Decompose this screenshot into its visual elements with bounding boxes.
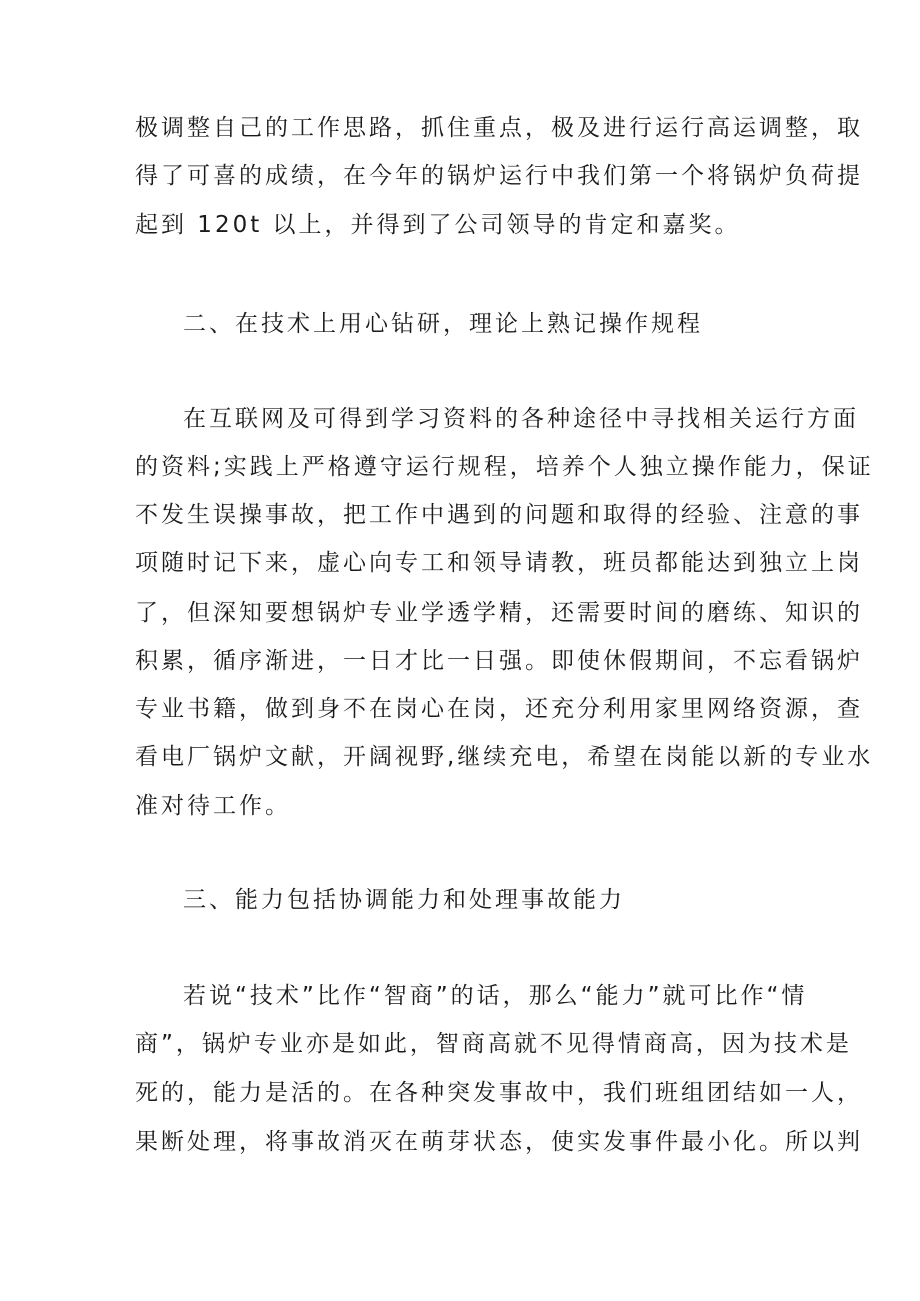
paragraph-2-line-5: 了，但深知要想锅炉专业学透学精，还需要时间的磨练、知识的: [135, 600, 863, 626]
section-heading-2: 二、在技术上用心钻研，理论上熟记操作规程: [183, 311, 703, 337]
paragraph-3-line-1: 若说“技术”比作“智商”的话，那么“能力”就可比作“情: [183, 983, 808, 1009]
paragraph-2-line-6: 积累，循序渐进，一日才比一日强。即使休假期间，不忘看锅炉: [135, 648, 863, 674]
paragraph-3-line-3: 死的，能力是活的。在各种突发事故中，我们班组团结如一人，: [135, 1080, 863, 1106]
paragraph-1-line-3: 起到 120t 以上，并得到了公司领导的肯定和嘉奖。: [135, 212, 741, 238]
paragraph-2-line-9: 准对待工作。: [135, 793, 291, 819]
paragraph-1-line-1: 极调整自己的工作思路，抓住重点，极及进行运行高运调整，取: [135, 115, 863, 141]
paragraph-3-line-2: 商”，锅炉专业亦是如此，智商高就不见得情商高，因为技术是: [135, 1031, 852, 1057]
paragraph-2-line-4: 项随时记下来，虚心向专工和领导请教，班员都能达到独立上岗: [135, 550, 863, 576]
paragraph-2-line-2: 的资料;实践上严格遵守运行规程，培养个人独立操作能力，保证: [135, 454, 874, 480]
paragraph-1-line-2: 得了可喜的成绩，在今年的锅炉运行中我们第一个将锅炉负荷提: [135, 163, 863, 189]
paragraph-2-line-7: 专业书籍，做到身不在岗心在岗，还充分利用家里网络资源，查: [135, 696, 863, 722]
paragraph-2-line-3: 不发生误操事故，把工作中遇到的问题和取得的经验、注意的事: [135, 502, 863, 528]
paragraph-3-line-4: 果断处理，将事故消灭在萌芽状态，使实发事件最小化。所以判: [135, 1129, 863, 1155]
paragraph-2-line-8: 看电厂锅炉文献，开阔视野,继续充电，希望在岗能以新的专业水: [135, 744, 874, 770]
section-heading-3: 三、能力包括协调能力和处理事故能力: [183, 887, 625, 913]
paragraph-2-line-1: 在互联网及可得到学习资料的各种途径中寻找相关运行方面: [183, 406, 859, 432]
